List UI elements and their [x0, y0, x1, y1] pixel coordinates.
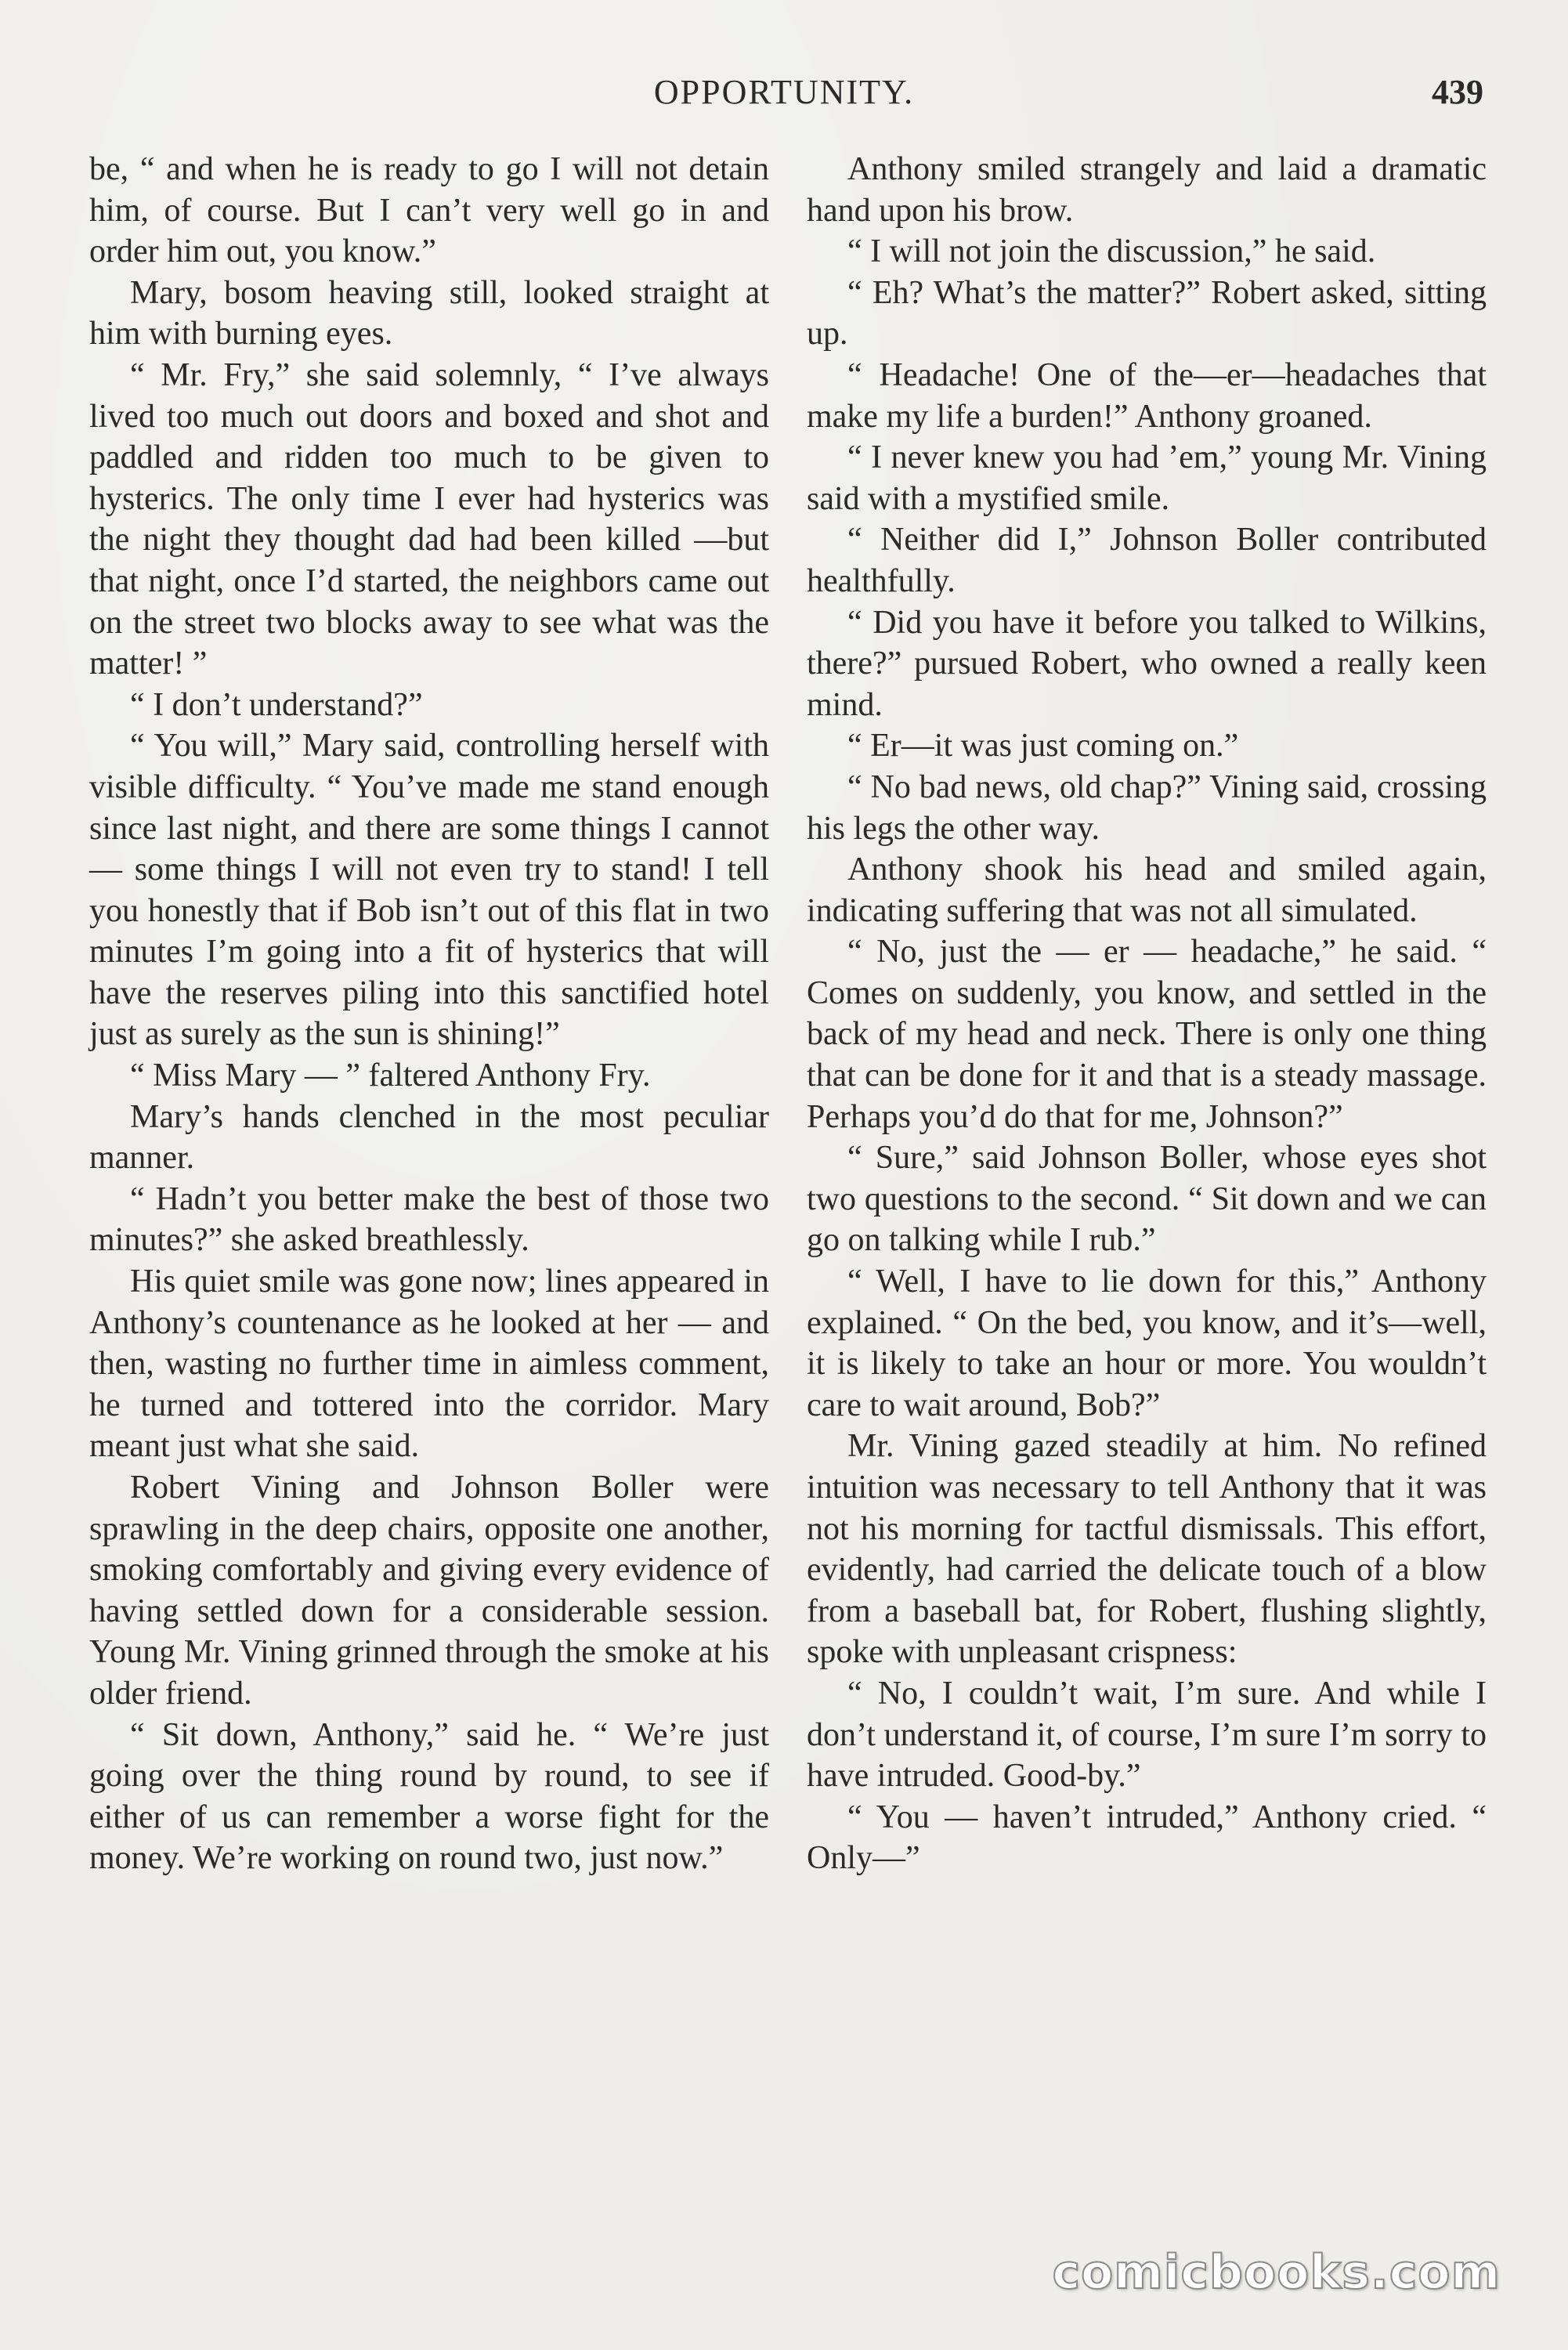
page-header	[0, 72, 1568, 119]
paragraph: “ Hadn’t you better make the best of those two minutes?” she asked breathlessly.	[89, 1180, 769, 1259]
paragraph: “ Headache! One of the—er—headaches that make my life a burden!” Anthony groaned.	[807, 356, 1487, 435]
page-number: 439	[1432, 73, 1483, 111]
paragraph: Robert Vining and Johnson Boller were sprawling in the deep chairs, opposite one another, smoking comfortably and giving every evidence of having settled down for a considerable session. Young Mr. Vining grinned through the smoke at his older friend.	[89, 1470, 769, 1712]
paragraph: Mary, bosom heaving still, looked straight at him with burning eyes.	[89, 274, 769, 352]
paragraph: be, “ and when he is ready to go I will not detain him, of course. But I can’t very well go in and order him out, you know.”	[89, 151, 769, 270]
paragraph: “ Sit down, Anthony,” said he. “ We’re just going over the thing round by round, to see if either of us can remember a worse fight for the money. We’re working on round two, just now.”	[89, 1716, 769, 1877]
paragraph: “ You will,” Mary said, controlling herself with visible difficulty. “ You’ve made me stand enough since last night, and there are some things I cannot— some things I will not even try to stand! I tell you honestly that if Bob isn’t out of this flat in two minutes I’m going into a fit of hysterics that will have the reserves piling into this sanctified hotel just as surely as the sun is shining!”	[89, 728, 769, 1053]
paragraph: “ Miss Mary — ” faltered Anthony Fry.	[130, 1058, 651, 1094]
paragraph: “ Neither did I,” Johnson Boller contributed healthfully.	[807, 522, 1487, 599]
paragraph: “ I don’t understand?”	[130, 686, 423, 723]
paragraph: “ Er—it was just coming on.”	[847, 728, 1239, 765]
paragraph: “ Well, I have to lie down for this,” Anthony explained. “ On the bed, you know, and it’s—well, it is likely to take an hour or more. You wouldn’t care to wait around, Bob?”	[807, 1264, 1487, 1423]
paragraph: “ No, I couldn’t wait, I’m sure. And while I don’t understand it, of course, I’m sure I’m sorry to have intruded. Good-by.”	[807, 1675, 1487, 1795]
text-columns	[89, 149, 1487, 2280]
paragraph: Mr. Vining gazed steadily at him. No refined intuition was necessary to tell Anthony that it was not his morning for tactful dismissals. This effort, evidently, had carried the delicate touch of a blow from a baseball bat, for Robert, flushing slightly, spoke with unpleasant crispness:	[807, 1428, 1487, 1671]
paragraph: “ You — haven’t intruded,” Anthony cried. “ Only—”	[807, 1799, 1487, 1877]
right-column	[807, 149, 1487, 1879]
paragraph: His quiet smile was gone now; lines appeared in Anthony’s countenance as he looked at her — and then, wasting no further time in aimless comment, he turned and tottered into the corridor. Mary meant just what she said.	[89, 1264, 769, 1465]
paragraph: “ I will not join the discussion,” he said.	[847, 233, 1376, 270]
paragraph: “ Sure,” said Johnson Boller, whose eyes shot two questions to the second. “ Sit down and we can go on talking while I rub.”	[807, 1140, 1487, 1259]
paragraph: Mary’s hands clenched in the most peculiar manner.	[89, 1098, 769, 1177]
site-watermark: comicbooks.com	[1052, 2245, 1501, 2300]
paragraph: “ No, just the — er — headache,” he said. “ Comes on suddenly, you know, and settled in the back of my head and neck. There is only one thing that can be done for it and that is a steady massage. Perhaps you’d do that for me, Johnson?”	[807, 934, 1487, 1135]
paragraph: “ No bad news, old chap?” Vining said, crossing his legs the other way.	[807, 768, 1487, 847]
paragraph: “ Did you have it before you talked to Wilkins, there?” pursued Robert, who owned a really keen mind.	[807, 604, 1487, 723]
paragraph: Anthony shook his head and smiled again, indicating suffering that was not all simulated.	[807, 851, 1487, 929]
paragraph: Anthony smiled strangely and laid a dramatic hand upon his brow.	[807, 151, 1487, 229]
paragraph: “ Mr. Fry,” she said solemnly, “ I’ve always lived too much out doors and boxed and shot and paddled and ridden too much to be given to hysterics. The only time I ever had hysterics was the night they thought dad had been killed —but that night, once I’d started, the neighbors came out on the street two blocks away to see what was the matter! ”	[89, 356, 769, 682]
left-column	[89, 149, 769, 1879]
running-head: OPPORTUNITY.	[653, 73, 915, 111]
paragraph: “ I never knew you had ’em,” young Mr. Vining said with a mystified smile.	[807, 439, 1487, 517]
paragraph: “ Eh? What’s the matter?” Robert asked, sitting up.	[807, 274, 1487, 352]
